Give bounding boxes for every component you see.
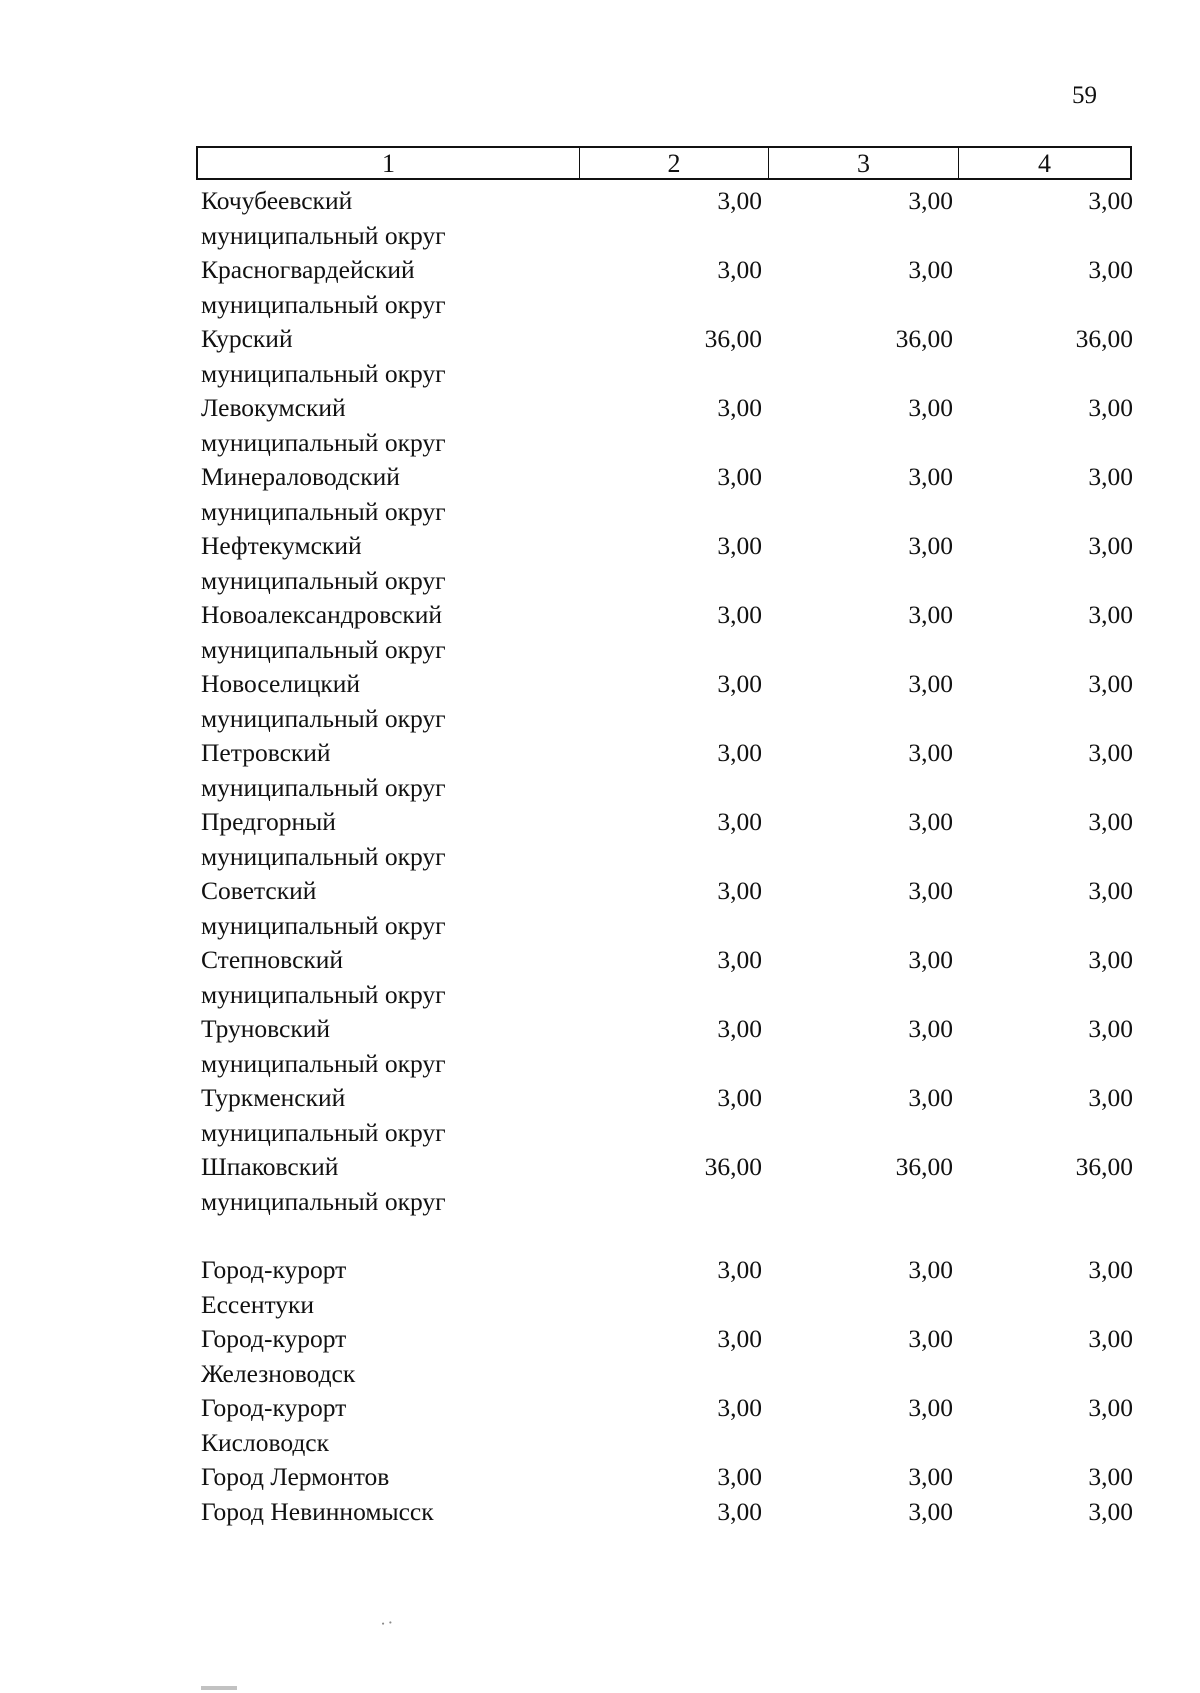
row-value-col-2: 3,00	[717, 738, 762, 767]
row-name-line: Город-курорт	[201, 1255, 347, 1284]
row-value-col-4: 3,00	[1088, 186, 1133, 215]
row-name-line: муниципальный округ	[201, 1186, 446, 1216]
table-row	[0, 1495, 1200, 1530]
row-name-line: муниципальный округ	[201, 1117, 446, 1147]
row-name-line: Город-курорт	[201, 1324, 347, 1353]
row-value-col-2: 3,00	[717, 1255, 762, 1284]
row-value-col-3: 3,00	[908, 462, 953, 491]
row-value-col-3: 3,00	[908, 186, 953, 215]
row-name-line: Кисловодск	[201, 1427, 330, 1457]
row-value-col-4: 3,00	[1088, 600, 1133, 629]
row-value-col-4: 3,00	[1088, 1496, 1133, 1526]
column-header-2: 2	[579, 148, 768, 178]
row-name-line: Город Лермонтов	[201, 1462, 390, 1491]
row-name-line: Левокумский	[201, 393, 346, 422]
row-name	[201, 1391, 601, 1460]
table-row	[0, 460, 1200, 529]
row-name-line: Новоалександровский	[201, 600, 443, 629]
row-value-col-2: 3,00	[717, 1393, 762, 1422]
table-row	[0, 322, 1200, 391]
row-name-line: Новоселицкий	[201, 669, 361, 698]
row-value-col-3: 3,00	[908, 1083, 953, 1112]
row-name	[201, 667, 601, 736]
table-row	[0, 1253, 1200, 1322]
row-value-col-2: 36,00	[704, 324, 762, 353]
row-value-col-3: 36,00	[895, 324, 953, 353]
table-row	[0, 529, 1200, 598]
page-number: 59	[1072, 82, 1097, 109]
table-row	[0, 1322, 1200, 1391]
row-value-col-3: 3,00	[908, 876, 953, 905]
row-name-line: муниципальный округ	[201, 634, 446, 664]
table-row	[0, 1460, 1200, 1495]
row-value-col-2: 3,00	[717, 462, 762, 491]
row-value-col-2: 3,00	[717, 531, 762, 560]
row-value-col-4: 3,00	[1088, 1393, 1133, 1422]
row-name-line: муниципальный округ	[201, 1048, 446, 1078]
row-value-col-4: 3,00	[1088, 876, 1133, 905]
row-name-line: Минераловодский	[201, 462, 400, 491]
row-value-col-3: 3,00	[908, 738, 953, 767]
row-name	[201, 1322, 601, 1391]
row-name-line: муниципальный округ	[201, 910, 446, 940]
row-value-col-2: 3,00	[717, 876, 762, 905]
row-name-line: муниципальный округ	[201, 703, 446, 733]
table-row	[0, 1391, 1200, 1460]
row-name-line: Кочубеевский	[201, 186, 353, 215]
row-value-col-3: 36,00	[895, 1152, 953, 1181]
row-name	[201, 1460, 601, 1495]
column-header-1: 1	[382, 149, 395, 178]
row-name-line: Город-курорт	[201, 1393, 347, 1422]
row-value-col-3: 3,00	[908, 1324, 953, 1353]
table-row	[0, 1150, 1200, 1219]
row-name-line: муниципальный округ	[201, 496, 446, 526]
row-value-col-4: 3,00	[1088, 1324, 1133, 1353]
row-name	[201, 460, 601, 529]
row-name	[201, 253, 601, 322]
column-header-4: 4	[958, 148, 1130, 178]
table-row	[0, 667, 1200, 736]
row-name-line: муниципальный округ	[201, 565, 446, 595]
row-name-line: муниципальный округ	[201, 358, 446, 388]
row-value-col-3: 3,00	[908, 393, 953, 422]
row-name	[201, 391, 601, 460]
row-name	[201, 322, 601, 391]
row-name	[201, 1253, 601, 1322]
row-value-col-2: 3,00	[717, 1462, 762, 1491]
table-row	[0, 874, 1200, 943]
row-value-col-2: 3,00	[717, 807, 762, 836]
row-value-col-4: 36,00	[1075, 324, 1133, 353]
row-value-col-3: 3,00	[908, 1393, 953, 1422]
row-name-line: Петровский	[201, 738, 331, 767]
column-header-3: 3	[768, 148, 958, 178]
row-name	[201, 805, 601, 874]
row-value-col-2: 3,00	[717, 255, 762, 284]
table-row	[0, 391, 1200, 460]
row-name	[201, 736, 601, 805]
row-name	[201, 1150, 601, 1219]
table-row	[0, 736, 1200, 805]
row-value-col-4: 3,00	[1088, 393, 1133, 422]
row-name-line: Предгорный	[201, 807, 336, 836]
row-name	[201, 1081, 601, 1150]
row-value-col-4: 3,00	[1088, 255, 1133, 284]
row-name	[201, 529, 601, 598]
row-name-line: муниципальный округ	[201, 289, 446, 319]
table-row	[0, 184, 1200, 253]
row-value-col-2: 3,00	[717, 1014, 762, 1043]
scan-artifact-mark: .·	[378, 1609, 399, 1633]
row-name-line: Степновский	[201, 945, 344, 974]
row-name	[201, 943, 601, 1012]
row-value-col-4: 3,00	[1088, 807, 1133, 836]
table-row	[0, 1081, 1200, 1150]
scan-artifact-line	[201, 1686, 237, 1690]
row-value-col-2: 3,00	[717, 1324, 762, 1353]
table-row	[0, 1012, 1200, 1081]
row-name	[201, 874, 601, 943]
row-name-line: муниципальный округ	[201, 772, 446, 802]
row-value-col-3: 3,00	[908, 807, 953, 836]
row-name-line: Город Невинномысск	[201, 1496, 434, 1526]
row-value-col-3: 3,00	[908, 1496, 953, 1526]
row-name-line: муниципальный округ	[201, 427, 446, 457]
row-name-line: Железноводск	[201, 1358, 356, 1388]
table-row	[0, 943, 1200, 1012]
row-value-col-2: 3,00	[717, 186, 762, 215]
table-row	[0, 805, 1200, 874]
row-name-line: муниципальный округ	[201, 979, 446, 1009]
table-row	[0, 598, 1200, 667]
row-value-col-2: 3,00	[717, 393, 762, 422]
table-row	[0, 253, 1200, 322]
row-name-line: Красногвардейский	[201, 255, 415, 284]
row-name-line: Ессентуки	[201, 1289, 315, 1319]
row-name-line: Шпаковский	[201, 1152, 339, 1181]
row-value-col-4: 3,00	[1088, 462, 1133, 491]
row-value-col-4: 3,00	[1088, 1462, 1133, 1491]
table-header	[196, 146, 1132, 180]
row-name-line: Советский	[201, 876, 317, 905]
row-value-col-3: 3,00	[908, 600, 953, 629]
row-name	[201, 184, 601, 253]
row-name	[201, 1012, 601, 1081]
row-value-col-2: 3,00	[717, 600, 762, 629]
row-value-col-2: 3,00	[717, 669, 762, 698]
row-value-col-2: 3,00	[717, 945, 762, 974]
row-name-line: Труновский	[201, 1014, 331, 1043]
row-value-col-3: 3,00	[908, 1014, 953, 1043]
row-value-col-3: 3,00	[908, 531, 953, 560]
row-value-col-4: 3,00	[1088, 945, 1133, 974]
row-value-col-3: 3,00	[908, 255, 953, 284]
row-value-col-2: 3,00	[717, 1496, 762, 1526]
row-value-col-3: 3,00	[908, 1462, 953, 1491]
row-name-line: Курский	[201, 324, 293, 353]
row-name	[201, 1495, 601, 1530]
row-value-col-4: 3,00	[1088, 1014, 1133, 1043]
row-name-line: муниципальный округ	[201, 220, 446, 250]
row-value-col-4: 3,00	[1088, 1083, 1133, 1112]
row-value-col-3: 3,00	[908, 669, 953, 698]
row-value-col-4: 36,00	[1075, 1152, 1133, 1181]
row-value-col-4: 3,00	[1088, 1255, 1133, 1284]
row-name	[201, 598, 601, 667]
row-name-line: Туркменский	[201, 1083, 346, 1112]
row-value-col-3: 3,00	[908, 945, 953, 974]
row-value-col-4: 3,00	[1088, 669, 1133, 698]
row-value-col-2: 3,00	[717, 1083, 762, 1112]
row-value-col-3: 3,00	[908, 1255, 953, 1284]
table-body	[0, 184, 1200, 1529]
row-name-line: Нефтекумский	[201, 531, 362, 560]
row-name-line: муниципальный округ	[201, 841, 446, 871]
row-value-col-4: 3,00	[1088, 531, 1133, 560]
row-value-col-4: 3,00	[1088, 738, 1133, 767]
row-value-col-2: 36,00	[704, 1152, 762, 1181]
